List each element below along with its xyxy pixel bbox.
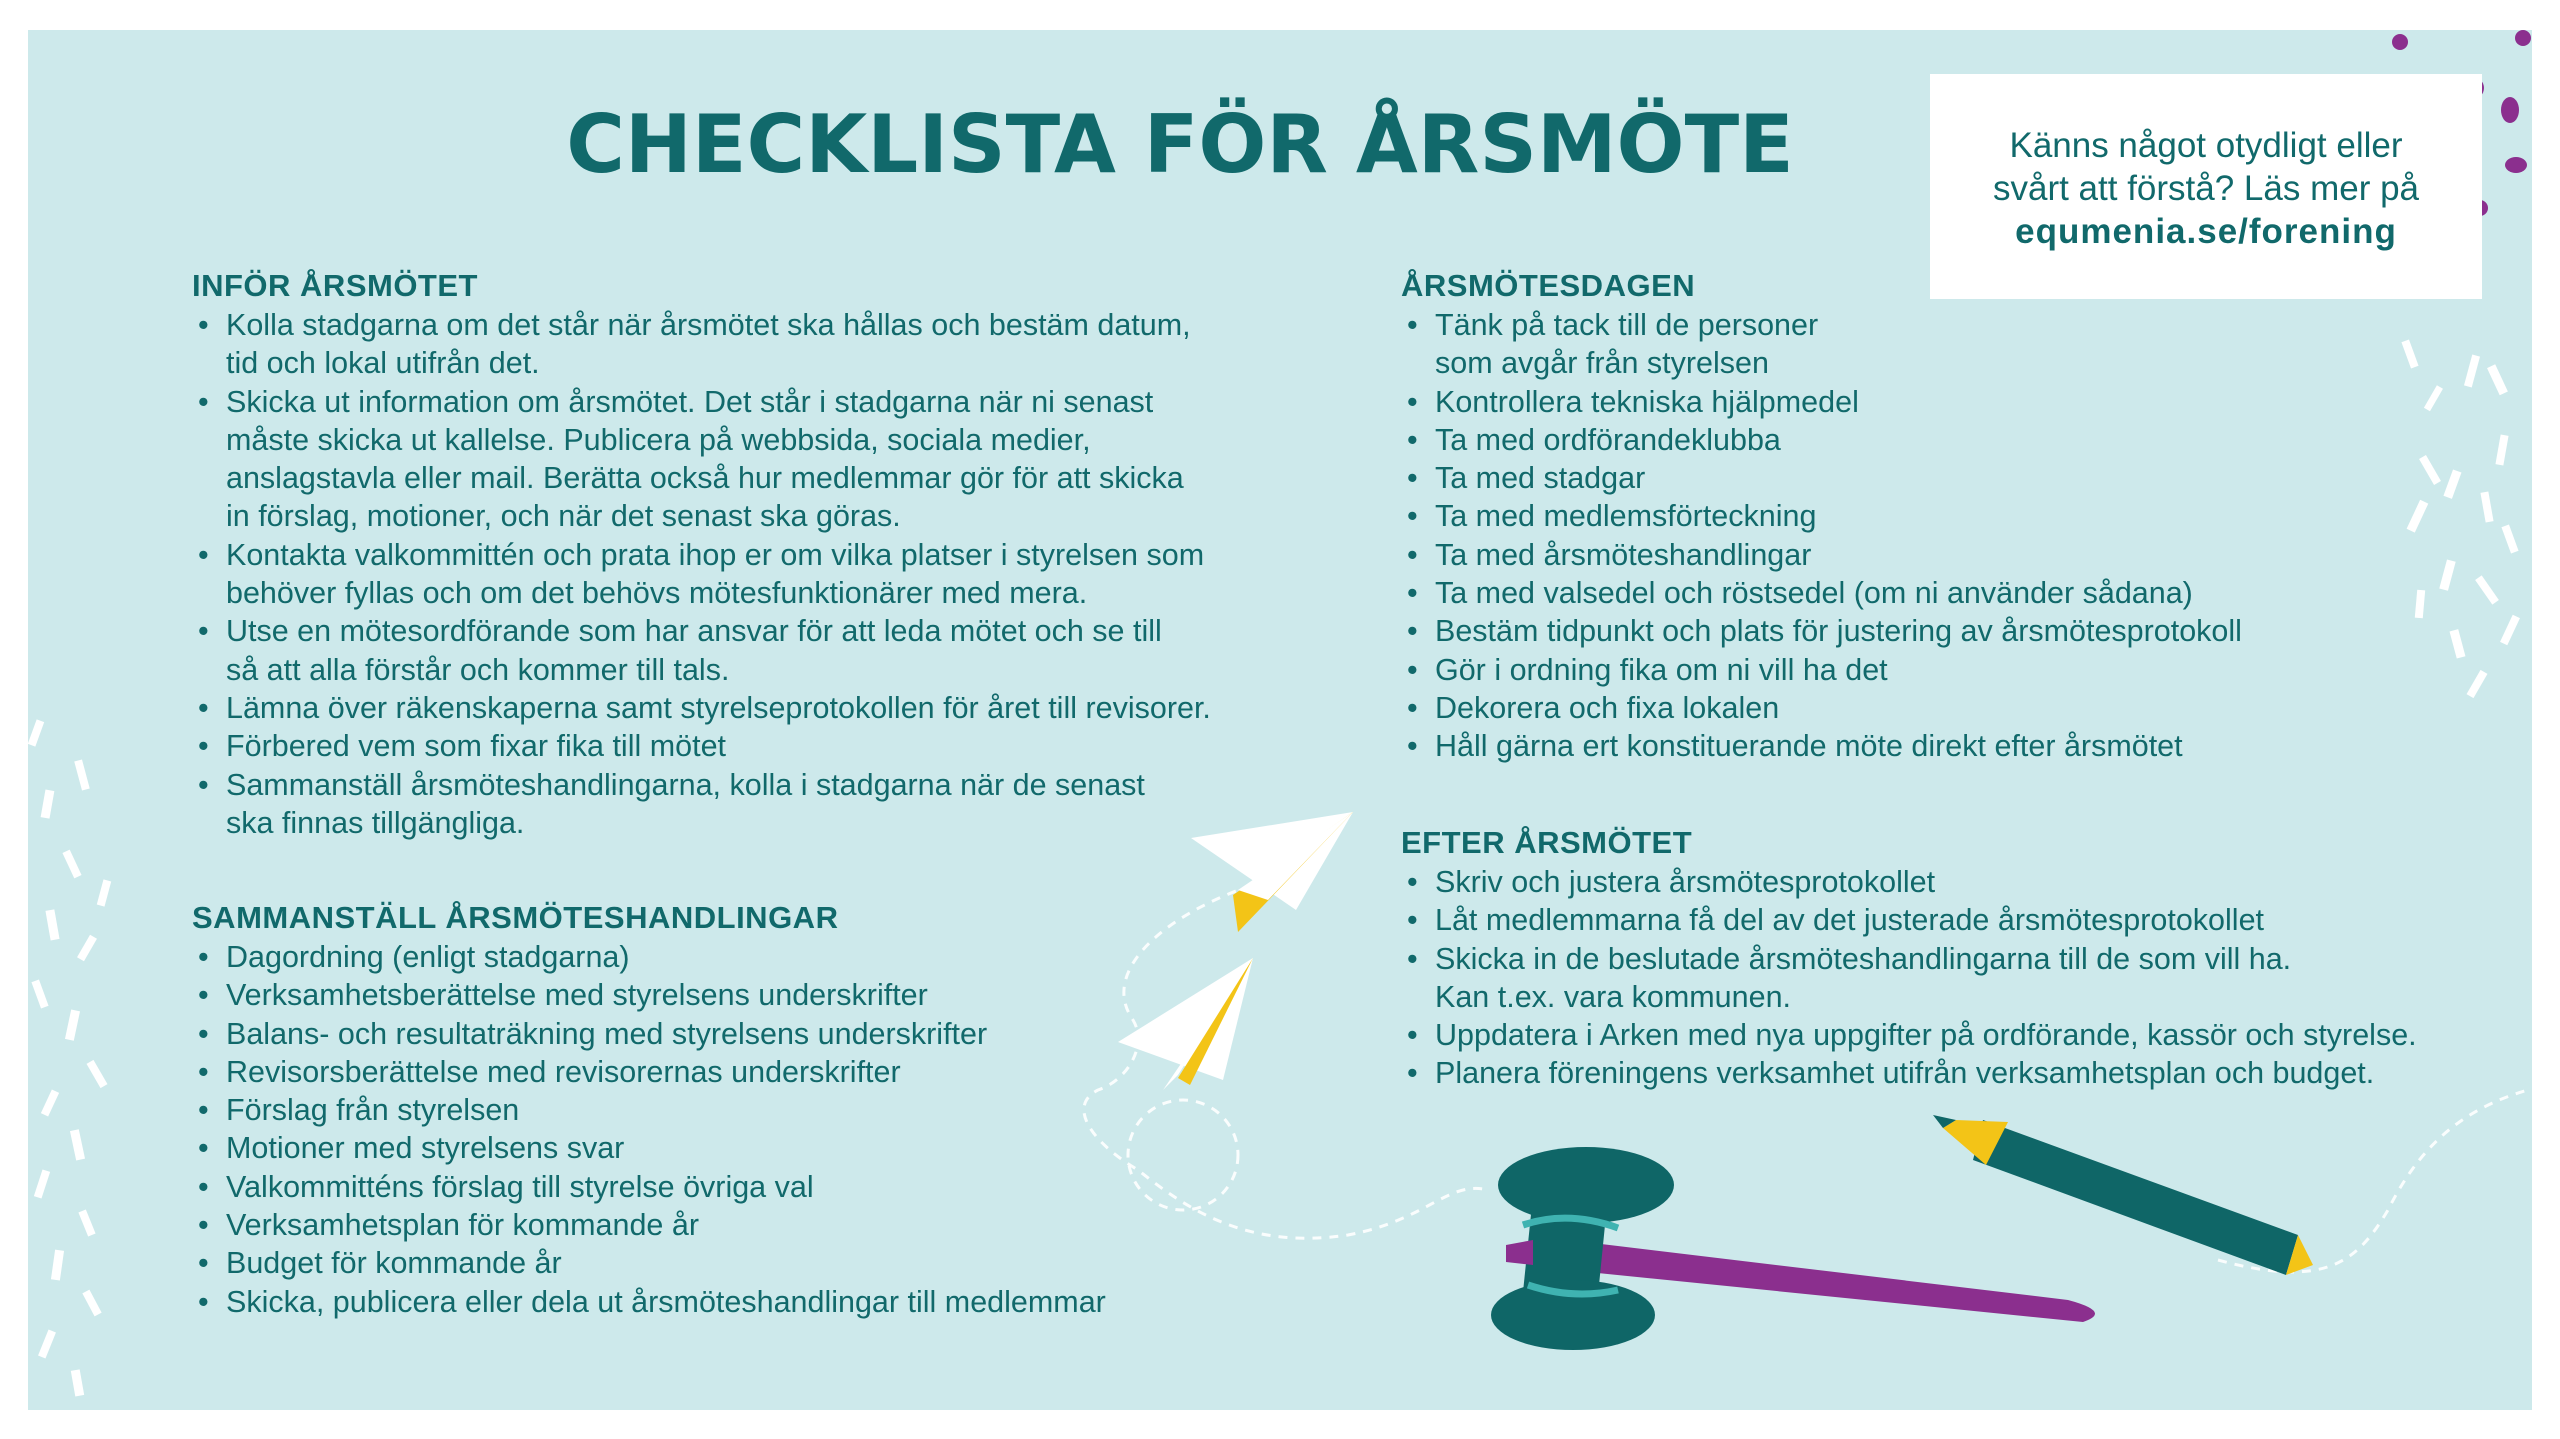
checklist-item-text: anslagstavla eller mail. Berätta också hur medlemmar gör för att skicka xyxy=(226,461,1184,496)
checklist-item-text: • Sammanställ årsmöteshandlingarna, kolla i stadgarna när de senast xyxy=(226,767,1145,802)
checklist-item-text: • Verksamhetsplan för kommande år xyxy=(226,1208,699,1243)
checklist-item-text: • Förslag från styrelsen xyxy=(226,1093,520,1128)
checklist-item-text: • Kolla stadgarna om det står när årsmötet ska hållas och bestäm datum, xyxy=(226,308,1191,342)
checklist-item xyxy=(1401,459,2501,497)
checklist-item-text: som avgår från styrelsen xyxy=(1435,346,1769,381)
section-dagen xyxy=(1401,268,2501,766)
checklist-item xyxy=(192,1168,1352,1206)
checklist-item-text: • Förbered vem som fixar fika till mötet xyxy=(226,729,727,764)
checklist-item xyxy=(1401,612,2501,650)
checklist-item xyxy=(192,1129,1352,1167)
checklist-item xyxy=(192,689,1352,727)
checklist-item-text: • Ta med valsedel och röstsedel (om ni använder sådana) xyxy=(1435,576,2193,611)
info-text-line1: Känns något otydligt eller xyxy=(2009,126,2403,165)
info-link[interactable]: equmenia.se/forening xyxy=(2015,212,2397,251)
section-heading: ÅRSMÖTESDAGEN xyxy=(1401,268,1696,303)
checklist-item xyxy=(192,383,1352,536)
checklist-item-text: • Skicka ut information om årsmötet. Det står i stadgarna när ni senast xyxy=(226,384,1154,419)
checklist-item xyxy=(1401,727,2501,765)
gavel-icon xyxy=(1491,1147,2095,1350)
checklist-item-text: • Lämna över räkenskaperna samt styrelseprotokollen för året till revisorer. xyxy=(226,690,1211,725)
checklist-item-text: • Kontrollera tekniska hjälpmedel xyxy=(1435,384,1859,419)
checklist-item-text: • Verksamhetsberättelse med styrelsens underskrifter xyxy=(226,978,928,1013)
section-efter xyxy=(1401,825,2501,1093)
checklist-item-text: måste skicka ut kallelse. Publicera på webbsida, sociala medier, xyxy=(226,422,1091,457)
checklist-item-text: Kan t.ex. vara kommunen. xyxy=(1435,979,1792,1014)
checklist-item-text: • Ta med medlemsförteckning xyxy=(1435,499,1817,534)
checklist-item-text: • Budget för kommande år xyxy=(226,1246,562,1281)
info-text-line2: svårt att förstå? Läs mer på xyxy=(1992,169,2419,208)
checklist-item xyxy=(1401,689,2501,727)
checklist-item-text: • Gör i ordning fika om ni vill ha det xyxy=(1435,652,1888,687)
info-box xyxy=(1930,74,2482,299)
section-handlingar xyxy=(192,900,1352,1321)
checklist xyxy=(192,306,1352,842)
checklist-item-text: • Ta med årsmöteshandlingar xyxy=(1435,537,1812,572)
checklist-item-text: in förslag, motioner, och när det senast ska göras. xyxy=(226,499,901,534)
checklist-item xyxy=(1401,306,2501,383)
section-infor xyxy=(192,268,1352,842)
checklist-item-text: • Utse en mötesordförande som har ansvar för att leda mötet och se till xyxy=(226,614,1162,649)
page-title: CHECKLISTA FÖR ÅRSMÖTE xyxy=(566,98,1794,191)
checklist-item-text: • Dekorera och fixa lokalen xyxy=(1435,690,1780,725)
checklist-item xyxy=(192,536,1352,613)
confetti-decoration-left xyxy=(28,719,111,1396)
checklist-item xyxy=(1401,421,2501,459)
checklist-item xyxy=(1401,651,2501,689)
checklist-item xyxy=(192,1053,1352,1091)
checklist xyxy=(1401,306,2501,766)
checklist-item xyxy=(192,976,1352,1014)
checklist-item xyxy=(192,727,1352,765)
checklist-item-text: • Uppdatera i Arken med nya uppgifter på ordförande, kassör och styrelse. xyxy=(1435,1018,2417,1053)
checklist-item-text: • Ta med stadgar xyxy=(1435,461,1646,496)
checklist-item-text: • Revisorsberättelse med revisorernas underskrifter xyxy=(226,1054,901,1089)
checklist-item xyxy=(192,1206,1352,1244)
checklist-item-text: • Skicka in de beslutade årsmöteshandlingarna till de som vill ha. xyxy=(1435,941,2292,976)
checklist-item xyxy=(192,1283,1352,1321)
checklist-item xyxy=(192,612,1352,689)
poster-panel xyxy=(28,30,2532,1410)
checklist-item xyxy=(192,1091,1352,1129)
checklist-item-text: behöver fyllas och om det behövs mötesfunktionärer med mera. xyxy=(226,576,1088,611)
checklist-item-text: • Håll gärna ert konstituerande möte direkt efter årsmötet xyxy=(1435,729,2183,764)
checklist-item xyxy=(192,938,1352,976)
checklist-item xyxy=(1401,940,2501,1017)
checklist-item-text: • Skriv och justera årsmötesprotokollet xyxy=(1435,865,1936,899)
section-heading: EFTER ÅRSMÖTET xyxy=(1401,825,1693,860)
checklist-item-text: • Balans- och resultaträkning med styrelsens underskrifter xyxy=(226,1016,988,1051)
checklist-item-text: • Motioner med styrelsens svar xyxy=(226,1131,625,1166)
checklist-item-text: ska finnas tillgängliga. xyxy=(226,805,525,840)
checklist-item xyxy=(1401,383,2501,421)
pencil-icon xyxy=(1933,1115,2313,1275)
checklist-item xyxy=(192,306,1352,383)
checklist xyxy=(1401,863,2501,1093)
checklist-item-text: • Planera föreningens verksamhet utifrån verksamhetsplan och budget. xyxy=(1435,1056,2375,1091)
checklist-item-text: tid och lokal utifrån det. xyxy=(226,346,540,381)
checklist-item xyxy=(1401,1054,2501,1092)
section-heading: SAMMANSTÄLL ÅRSMÖTESHANDLINGAR xyxy=(192,900,839,935)
checklist-item-text: • Ta med ordförandeklubba xyxy=(1435,422,1781,457)
checklist-item-text: • Tänk på tack till de personer xyxy=(1435,308,1819,342)
checklist-item-text: • Valkommitténs förslag till styrelse övriga val xyxy=(226,1169,814,1204)
checklist-item-text: • Låt medlemmarna få del av det justerade årsmötesprotokollet xyxy=(1435,903,2265,938)
checklist-item-text: så att alla förstår och kommer till tals. xyxy=(226,652,730,687)
checklist xyxy=(192,938,1352,1321)
checklist-item xyxy=(192,1015,1352,1053)
checklist-item-text: • Skicka, publicera eller dela ut årsmöteshandlingar till medlemmar xyxy=(226,1284,1106,1319)
checklist-item-text: • Kontakta valkommittén och prata ihop er om vilka platser i styrelsen som xyxy=(226,537,1205,572)
checklist-item xyxy=(1401,863,2501,901)
checklist-item-text: • Dagordning (enligt stadgarna) xyxy=(226,940,630,974)
checklist-item xyxy=(1401,574,2501,612)
checklist-item-text: • Bestäm tidpunkt och plats för justering av årsmötesprotokoll xyxy=(1435,614,2242,649)
checklist-item xyxy=(192,1244,1352,1282)
checklist-item xyxy=(1401,901,2501,939)
checklist-item xyxy=(1401,497,2501,535)
checklist-item xyxy=(192,766,1352,843)
checklist-item xyxy=(1401,1016,2501,1054)
section-heading: INFÖR ÅRSMÖTET xyxy=(192,268,478,303)
checklist-item xyxy=(1401,536,2501,574)
